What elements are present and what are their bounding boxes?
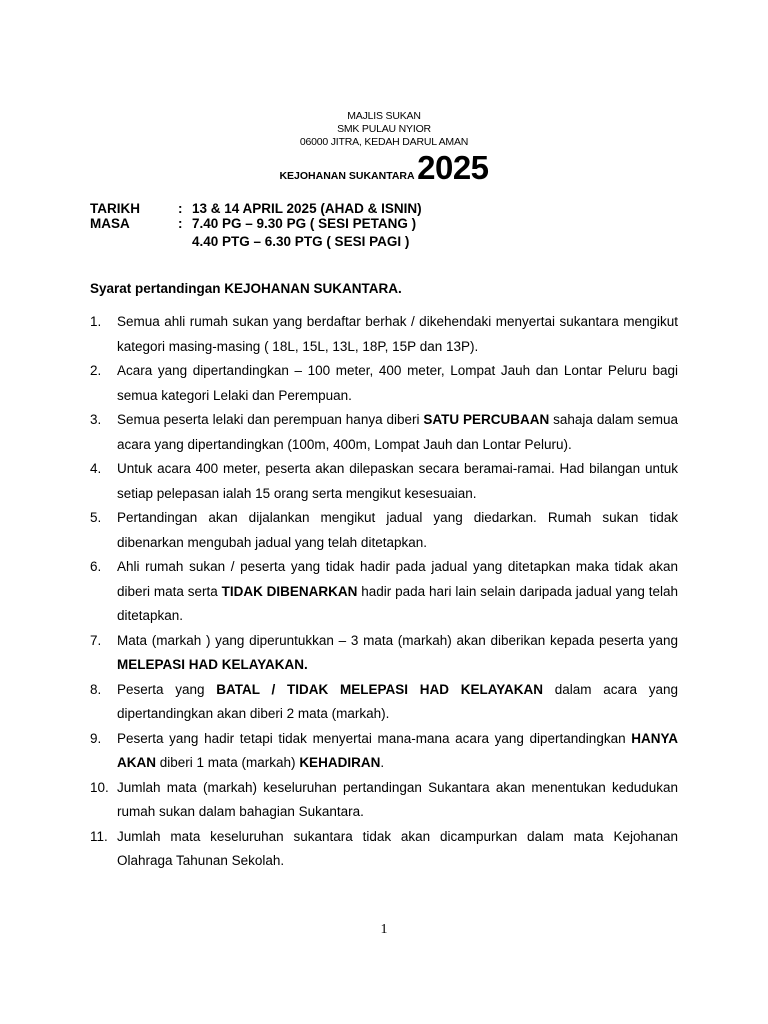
rule-segment: Peserta yang bbox=[117, 681, 217, 697]
rule-item bbox=[90, 408, 678, 457]
rule-item bbox=[90, 678, 678, 727]
rule-text bbox=[117, 780, 678, 820]
organization-name: MAJLIS SUKAN bbox=[347, 110, 421, 122]
rule-emphasis: HANYA AKAN bbox=[117, 730, 678, 770]
rule-segment: Pertandingan akan dijalankan mengikut jadual yang diedarkan. Rumah sukan tidak dibenarkan mengubah jadual yang telah ditetapkan. bbox=[117, 510, 678, 550]
school-address: 06000 JITRA, KEDAH DARUL AMAN bbox=[299, 136, 469, 148]
rule-segment: Jumlah mata (markah) keseluruhan pertandingan Sukantara akan menentukan kedudukan rumah sukan dalam bahagian Sukantara. bbox=[117, 779, 678, 819]
time-value-1: 7.40 PG – 9.30 PG ( SESI PETANG ) bbox=[192, 216, 417, 231]
rule-text bbox=[117, 461, 678, 501]
time-label: MASA bbox=[90, 216, 130, 231]
rule-segment: Acara yang dipertandingkan – 100 meter, 400 meter, Lompat Jauh dan Lontar Peluru bagi semua kategori Lelaki dan Perempuan. bbox=[117, 363, 678, 403]
rule-text bbox=[117, 829, 678, 869]
rule-number: 10. bbox=[90, 779, 109, 795]
rule-text bbox=[117, 363, 678, 403]
date-value: 13 & 14 APRIL 2025 (AHAD & ISNIN) bbox=[192, 201, 422, 216]
rule-item bbox=[90, 825, 678, 874]
rule-segment: Ahli rumah sukan / peserta yang tidak hadir pada jadual yang ditetapkan maka tidak akan diberi mata serta bbox=[117, 559, 678, 599]
page-number: 1 bbox=[380, 922, 388, 937]
rule-emphasis: SATU PERCUBAAN bbox=[423, 412, 550, 427]
rule-number: 4. bbox=[90, 461, 102, 476]
rule-number: 8. bbox=[90, 681, 102, 697]
rule-text bbox=[117, 510, 678, 550]
rule-number: 9. bbox=[90, 730, 102, 746]
rule-segment: hadir pada hari lain selain daripada jadual yang telah ditetapkan. bbox=[117, 583, 678, 623]
rule-segment: Untuk acara 400 meter, peserta akan dilepaskan secara beramai-ramai. Had bilangan untuk setiap pelepasan ialah 15 orang serta mengikut kesesuaian. bbox=[117, 461, 678, 501]
rule-segment: . bbox=[380, 755, 385, 770]
rule-emphasis: TIDAK DIBENARKAN bbox=[221, 583, 358, 599]
rules-list bbox=[90, 310, 678, 874]
rule-item bbox=[90, 727, 678, 776]
event-year: 2025 bbox=[417, 149, 489, 186]
rules-title-bold: KEJOHANAN SUKANTARA. bbox=[224, 281, 402, 296]
rule-number: 1. bbox=[90, 314, 102, 329]
rule-number: 6. bbox=[90, 559, 102, 574]
rule-number: 3. bbox=[90, 412, 102, 427]
rule-text bbox=[117, 682, 678, 722]
rule-segment: dalam acara yang dipertandingkan akan diberi 2 mata (markah). bbox=[117, 681, 678, 721]
rules-title bbox=[90, 280, 402, 298]
rule-number: 2. bbox=[90, 363, 102, 378]
time-colon: : bbox=[178, 216, 183, 231]
date-label: TARIKH bbox=[90, 201, 140, 216]
rule-segment: diberi 1 mata (markah) bbox=[156, 755, 300, 770]
rule-item bbox=[90, 457, 678, 506]
rule-emphasis: BATAL / TIDAK MELEPASI HAD KELAYAKAN bbox=[216, 681, 543, 697]
rule-item bbox=[90, 776, 678, 825]
rule-text bbox=[117, 731, 678, 771]
rule-item bbox=[90, 359, 678, 408]
school-name: SMK PULAU NYIOR bbox=[337, 123, 431, 135]
rule-item bbox=[90, 555, 678, 629]
event-title bbox=[0, 149, 768, 186]
rule-segment: Mata (markah ) yang diperuntukkan – 3 mata (markah) akan diberikan kepada peserta yang bbox=[117, 632, 678, 648]
rule-segment: Peserta yang hadir tetapi tidak menyertai mana-mana acara yang dipertandingkan bbox=[117, 730, 632, 746]
rule-number: 7. bbox=[90, 632, 102, 648]
rules-title-prefix: Syarat pertandingan bbox=[90, 281, 225, 296]
rule-segment: Jumlah mata keseluruhan sukantara tidak akan dicampurkan dalam mata Kejohanan Olahraga Tahunan Sekolah. bbox=[117, 828, 678, 868]
rule-segment: Semua peserta lelaki dan perempuan hanya diberi bbox=[117, 412, 424, 427]
rule-number: 11. bbox=[90, 828, 108, 844]
rule-emphasis: KEHADIRAN bbox=[299, 755, 381, 770]
rule-text bbox=[117, 559, 678, 623]
rule-text bbox=[117, 314, 678, 354]
rule-number: 5. bbox=[90, 510, 102, 525]
rule-emphasis: MELEPASI HAD KELAYAKAN. bbox=[117, 657, 308, 672]
time-value-2: 4.40 PTG – 6.30 PTG ( SESI PAGI ) bbox=[192, 234, 410, 249]
rule-segment: Semua ahli rumah sukan yang berdaftar berhak / dikehendaki menyertai sukantara mengikut kategori masing-masing ( 18L, 15L, 13L, 18P, 15P dan 13P). bbox=[117, 314, 678, 354]
event-name: KEJOHANAN SUKANTARA bbox=[279, 170, 418, 182]
rule-segment: sahaja dalam semua acara yang dipertandingkan (100m, 400m, Lompat Jauh dan Lontar Peluru). bbox=[117, 412, 678, 452]
rule-item bbox=[90, 629, 678, 678]
rule-item bbox=[90, 310, 678, 359]
date-colon: : bbox=[178, 201, 183, 216]
time-row bbox=[90, 215, 416, 232]
rule-text bbox=[117, 633, 678, 673]
rule-item bbox=[90, 506, 678, 555]
rule-text bbox=[117, 412, 678, 452]
